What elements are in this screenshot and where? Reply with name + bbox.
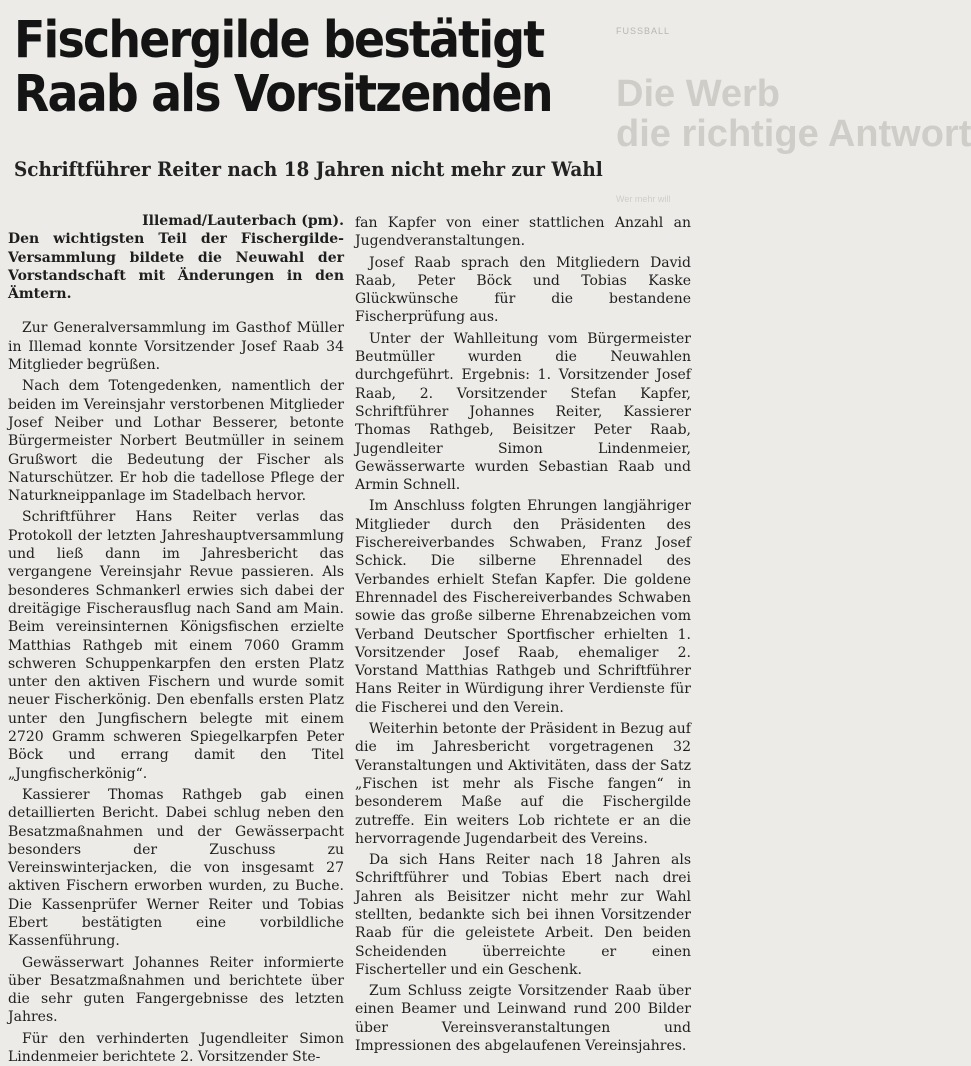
paragraph: Kassierer Thomas Rathgeb gab einen detaillierten Bericht. Dabei schlug neben den Besatzmaßnahmen und der Gewässerpacht besonders der Zuschuss zu Vereinswinterjacken, die von insgesamt 27 aktiven Fischern erworben wurden, zu Buche. Die Kassenprüfer Werner Reiter und Tobias Ebert bestätigten eine vorbildliche Kassenführung. [8, 786, 344, 950]
paragraph: Unter der Wahlleitung vom Bürgermeister Beutmüller wurden die Neuwahlen durchgeführt. Ergebnis: 1. Vorsitzender Josef Raab, 2. Vorsitzender Stefan Kapfer, Schriftführer Johannes Reiter, Kassierer Thomas Rathgeb, Beisitzer Peter Raab, Jugendleiter Simon Lindenmeier, Gewässerwarte wurden Sebastian Raab und Armin Schnell. [355, 330, 691, 494]
dateline: Illemad/Lauterbach (pm). [142, 213, 344, 229]
paragraph: Da sich Hans Reiter nach 18 Jahren als Schriftführer und Tobias Ebert nach drei Jahren als Beisitzer nicht mehr zur Wahl stellten, bedankte sich bei ihnen Vorsitzender Raab für die geleistete Arbeit. Den beiden Scheidenden überreichte er einen Fischerteller und ein Geschenk. [355, 852, 691, 978]
lead-text: Den wichtigsten Teil der Fischergilde-Versammlung bildete die Neuwahl der Vorstandschaft mit Änderungen in den Ämtern. [8, 231, 344, 303]
headline-line-1: Fischergilde bestätigt [14, 11, 544, 70]
article-column-left [8, 212, 344, 1066]
paragraph: fan Kapfer von einer stattlichen Anzahl an Jugendveranstaltungen. [355, 215, 691, 250]
paragraph: Zur Generalversammlung im Gasthof Müller in Illemad konnte Vorsitzender Josef Raab 34 Mitglieder begrüßen. [8, 320, 344, 374]
paragraph: Josef Raab sprach den Mitgliedern David Raab, Peter Böck und Tobias Kaske Glückwünsche für die bestandene Fischerprüfung aus. [355, 254, 691, 326]
adjacent-section-tag: FUSSBALL [616, 26, 671, 36]
paragraph: Zum Schluss zeigte Vorsitzender Raab über einen Beamer und Leinwand rund 200 Bilder über Vereinsveranstaltungen und Impressionen des abgelaufenen Vereinsjahres. [355, 983, 691, 1055]
paragraph: Für den verhinderten Jugendleiter Simon Lindenmeier berichtete 2. Vorsitzender Ste- [8, 1030, 344, 1066]
article-lead [8, 212, 344, 303]
subheadline: Schriftführer Reiter nach 18 Jahren nicht mehr zur Wahl [14, 157, 603, 181]
paragraph: Im Anschluss folgten Ehrungen langjähriger Mitglieder durch den Präsidenten des Fischereiverbandes Schwaben, Franz Josef Schick. Die silberne Ehrennadel des Verbandes erhielt Stefan Kapfer. Die goldene Ehrennadel des Fischereiverbandes Schwaben sowie das große silberne Ehrenabzeichen vom Verband Deutscher Sportfischer erhielten 1. Vorsitzender Josef Raab, ehemaliger 2. Vorstand Matthias Rathgeb und Schriftführer Hans Reiter in Würdigung ihrer Verdienste für die Fischerei und den Verein. [355, 498, 691, 716]
adjacent-text-fragment: Wer mehr will [616, 194, 671, 204]
adjacent-headline-fragment: Die Werb [616, 73, 781, 115]
headline-line-2: Raab als Vorsitzenden [14, 65, 552, 124]
paragraph: Weiterhin betonte der Präsident in Bezug auf die im Jahresbericht vorgetragenen 32 Veranstaltungen und Aktivitäten, dass der Satz „Fischen ist mehr als Fische fangen“ in besonderem Maße auf die Fischergilde zutreffe. Ein weiters Lob richtete er an die hervorragende Jugendarbeit des Vereins. [355, 721, 691, 847]
adjacent-article-bleed [616, 26, 971, 226]
paragraph: Schriftführer Hans Reiter verlas das Protokoll der letzten Jahreshauptversammlung und ließ dann im Jahresbericht das vergangene Vereinsjahr Revue passieren. Als besonderes Schmankerl erwies sich dabei der dreitägige Fischerausflug nach Sand am Main. Beim vereinsinternen Königsfischen erzielte Matthias Rathgeb mit einem 7060 Gramm schweren Schuppenkarpfen den ersten Platz unter den aktiven Fischern und wurde somit neuer Fischerkönig. Den ebenfalls ersten Platz unter den Jungfischern belegte mit einem 2720 Gramm schweren Spiegelkarpfen Peter Böck und errang damit den Titel „Jungfischerkönig“. [8, 509, 344, 782]
adjacent-headline-fragment-2: die richtige Antwort [616, 113, 971, 155]
paragraph: Nach dem Totengedenken, namentlich der beiden im Vereinsjahr verstorbenen Mitglieder Josef Neiber und Lothar Besserer, betonte Bürgermeister Norbert Beutmüller in seinem Grußwort die Bedeutung der Fischer als Naturschützer. Er hob die tadellose Pflege der Naturkneippanlage im Stadelbach hervor. [8, 378, 344, 505]
paragraph: Gewässerwart Johannes Reiter informierte über Besatzmaßnahmen und berichtete über die sehr guten Fangergebnisse des letzten Jahres. [8, 954, 344, 1026]
article-column-right [355, 214, 691, 1055]
headline [14, 11, 552, 124]
